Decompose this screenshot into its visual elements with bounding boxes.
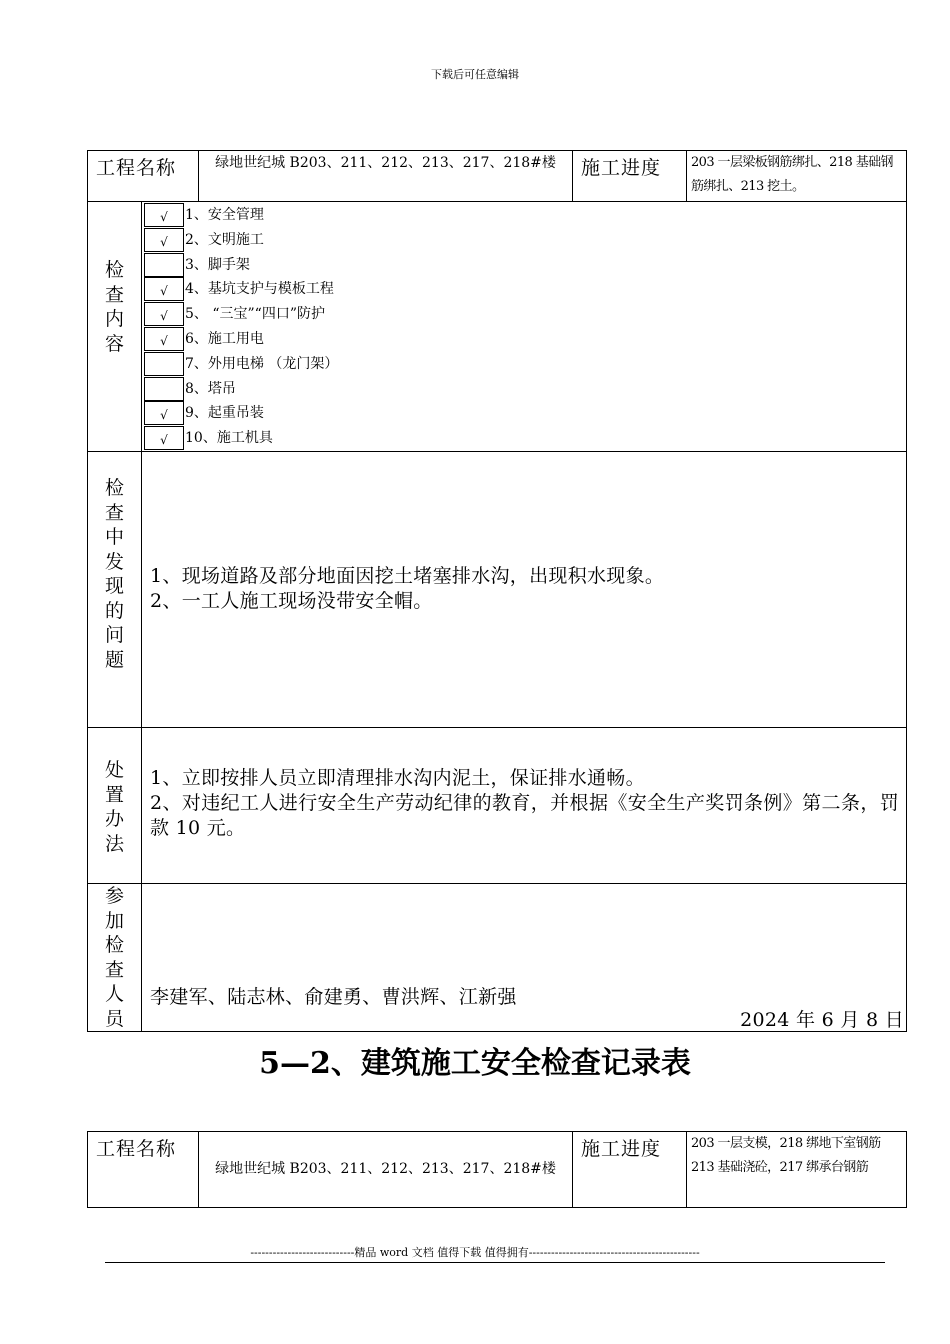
checklist-item-label: 9、起重吊装	[185, 405, 264, 422]
project-row-2	[88, 1132, 907, 1208]
measure-2: 2、对违纪工人进行安全生产劳动纪律的教育，并根据《安全生产奖罚条例》第二条，罚款 10 元。	[150, 792, 900, 839]
checklist-item-label: 6、施工用电	[185, 331, 264, 347]
inspection-label	[88, 202, 142, 452]
participants-row	[88, 884, 907, 1032]
inspection-date: 2024 年 6 月 8 日	[740, 1009, 905, 1031]
checkbox[interactable]	[144, 377, 184, 401]
header-note: 下载后可任意编辑	[431, 68, 519, 81]
progress-line-1: 203 一层支模，218 绑地下室钢筋	[691, 1136, 881, 1151]
checklist-item-label: 2、文明施工	[185, 231, 264, 248]
progress-line-2: 213 基础浇砼，217 绑承台钢筋	[691, 1160, 869, 1175]
checkbox[interactable]: √	[144, 228, 184, 252]
progress-label-2: 施工进度	[573, 1132, 687, 1208]
checkbox[interactable]	[144, 352, 184, 376]
checkbox[interactable]: √	[144, 426, 184, 450]
project-label: 工程名称	[88, 151, 199, 202]
checkbox[interactable]: √	[144, 302, 184, 326]
participants-label	[88, 884, 142, 1032]
problem-1: 1、现场道路及部分地面因挖土堵塞排水沟，出现积水现象。	[150, 565, 665, 587]
checkbox[interactable]: √	[144, 401, 184, 425]
problems-content	[142, 452, 907, 728]
participants-names: 李建军、陆志林、俞建勇、曹洪辉、江新强	[150, 986, 517, 1008]
checklist	[142, 202, 907, 452]
problem-2: 2、一工人施工现场没带安全帽。	[150, 590, 433, 612]
checklist-item-label: 8、塔吊	[185, 380, 236, 397]
measures-label	[88, 728, 142, 884]
checklist-item-label: 7、外用电梯 （龙门架）	[185, 355, 339, 372]
measures-label-text: 处置办法	[105, 759, 125, 855]
project-row	[88, 151, 907, 202]
checkbox[interactable]: √	[144, 277, 184, 301]
progress-text-2	[687, 1132, 907, 1208]
form-title: 5—2、建筑施工安全检查记录表	[259, 1046, 691, 1081]
project-name-2: 绿地世纪城 B203、211、212、213、217、218#楼	[199, 1132, 573, 1208]
checklist-item-label: 1、安全管理	[185, 207, 264, 223]
progress-text: 203 一层梁板钢筋绑扎、218 基础钢筋绑扎、213 挖土。	[687, 151, 907, 202]
inspection-record-table-2	[87, 1131, 907, 1208]
measure-1: 1、立即按排人员立即清理排水沟内泥土，保证排水通畅。	[150, 767, 645, 789]
project-label-2: 工程名称	[88, 1132, 199, 1208]
measures-row	[88, 728, 907, 884]
inspection-record-table	[87, 150, 907, 1032]
footer-note: ----------------------------精品 word 文档 值得下载 值得拥有----------------------------------------------	[250, 1246, 700, 1259]
project-name: 绿地世纪城 B203、211、212、213、217、218#楼	[199, 151, 573, 202]
inspection-label-text: 检查内容	[105, 259, 125, 355]
checklist-item-label: 3、脚手架	[185, 256, 250, 273]
progress-label: 施工进度	[573, 151, 687, 202]
inspection-content-row	[88, 202, 907, 452]
problems-label	[88, 452, 142, 728]
checklist-item-label: 4、基坑支护与模板工程	[185, 281, 334, 298]
checkbox[interactable]	[144, 253, 184, 277]
footer-divider	[105, 1262, 885, 1263]
problems-label-text: 检查中发现的问题	[105, 477, 125, 671]
checklist-item-label: 5、 “三宝”“四口”防护	[185, 306, 325, 323]
checklist-item-label: 10、施工机具	[185, 430, 273, 447]
checkbox[interactable]: √	[144, 327, 184, 351]
participants-content	[142, 884, 907, 1032]
measures-content	[142, 728, 907, 884]
problems-row	[88, 452, 907, 728]
checkbox[interactable]: √	[144, 203, 184, 227]
participants-label-text: 参加检查人员	[105, 885, 125, 1030]
